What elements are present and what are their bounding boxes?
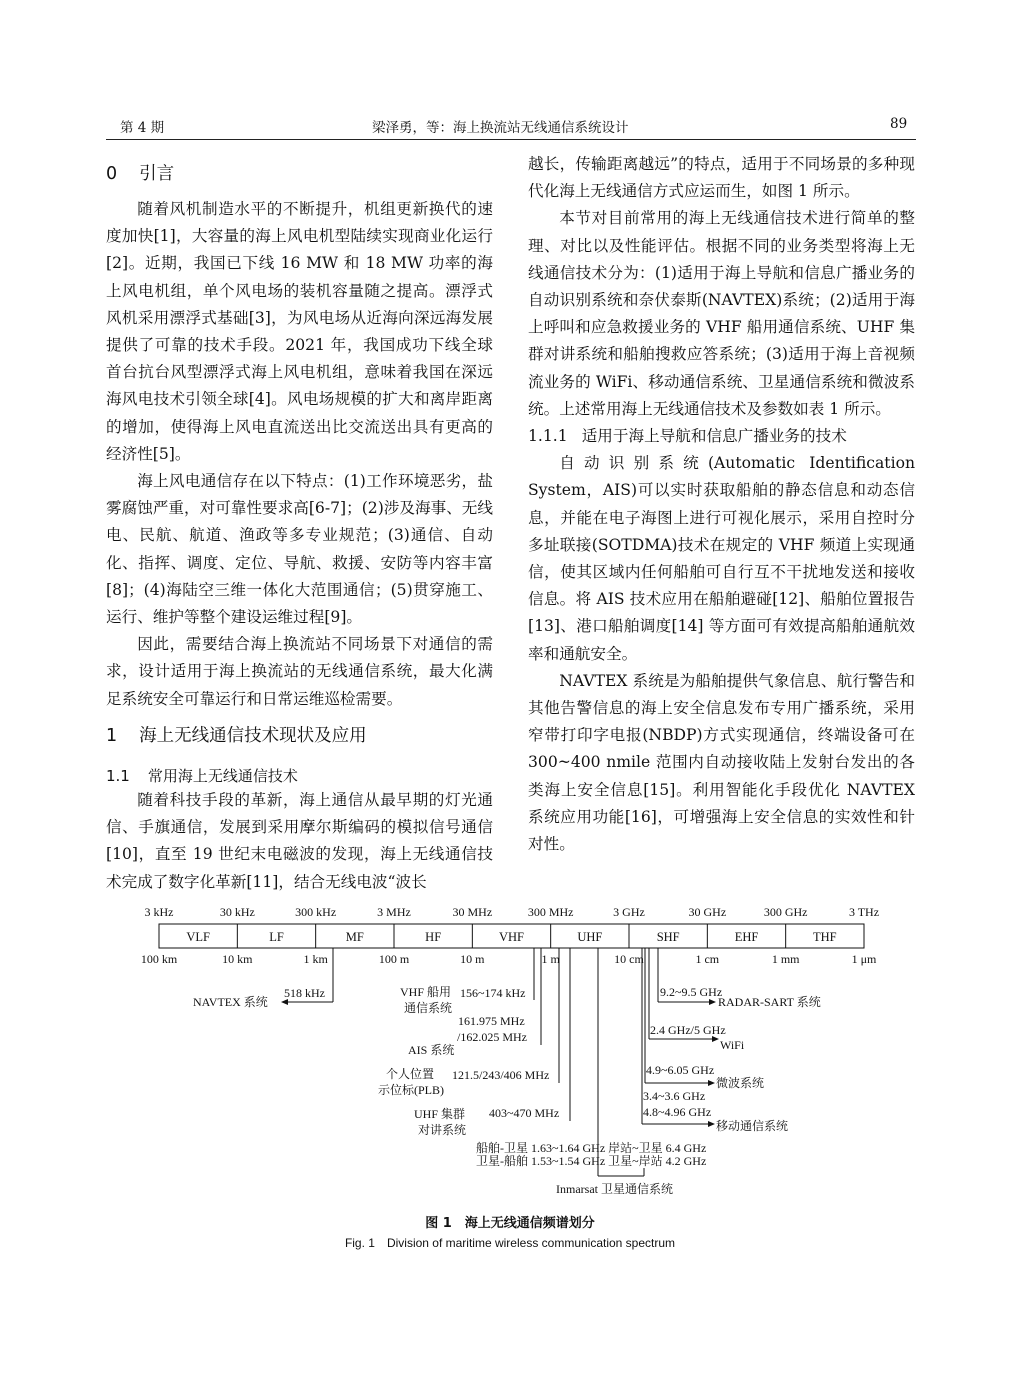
plb-label-1: 个人位置 <box>386 1067 435 1081</box>
wavelength-tick-label: 10 km <box>222 952 253 966</box>
section-number: 0 <box>106 164 118 184</box>
figure-caption-en: Fig. 1 Division of maritime wireless communication spectrum <box>344 1236 676 1250</box>
band-label: SHF <box>656 930 680 944</box>
frequency-tick-label: 30 kHz <box>219 905 255 919</box>
wavelength-scale <box>141 952 877 966</box>
section-number: 1.1 <box>106 767 130 785</box>
paragraph: 自动识别系统(Automatic Identification System，AIS)可以实时获取船舶的静态信息和动态信息，并能在电子海图上进行可视化展示，采用自控时分多址联接(SOTDMA)技术在规定的 VHF 频道上实现通信，使其区域内任何船舶可自行互不干扰地发送和接收信息。将 AIS 技术应用在船舶避碰[12]、船舶位置报告[13]、港口船舶调度[14] 等方面可有效提高船舶通航效率和通航安全。 <box>528 454 915 663</box>
vhf-system-label-2: 通信系统 <box>404 1001 453 1015</box>
wavelength-tick-label: 1 m <box>541 952 560 966</box>
frequency-tick-label: 3 THz <box>848 905 880 919</box>
page-number: 89 <box>890 116 908 132</box>
frequency-tick-label: 3 GHz <box>613 905 645 919</box>
frequency-tick-label: 30 GHz <box>688 905 727 919</box>
section-title: 适用于海上导航和信息广播业务的技术 <box>581 427 847 446</box>
band-label: UHF <box>577 930 603 944</box>
band-label: VLF <box>186 930 210 944</box>
wavelength-tick-label: 1 cm <box>695 952 720 966</box>
section-number: 1 <box>106 726 118 746</box>
band-label: HF <box>425 930 442 944</box>
figure-caption-cn: 图 1 海上无线通信频谱划分 <box>425 1216 595 1231</box>
ais-freq-label-2: /162.025 MHz <box>457 1030 527 1044</box>
wifi-system-label: WiFi <box>720 1038 745 1052</box>
wavelength-tick-label: 10 cm <box>614 952 644 966</box>
frequency-tick-label: 3 MHz <box>377 905 411 919</box>
issue-label: 第 4 期 <box>120 120 165 136</box>
radar-system-label: RADAR-SART 系统 <box>718 995 821 1009</box>
annotation-labels <box>193 985 821 1196</box>
section-title: 海上无线通信技术现状及应用 <box>139 726 367 746</box>
microwave-freq-label-2: 3.4~3.6 GHz <box>643 1089 706 1103</box>
microwave-system-label: 微波系统 <box>716 1076 765 1090</box>
band-label: EHF <box>734 930 759 944</box>
frequency-tick-label: 3 kHz <box>144 905 174 919</box>
paragraph: 因此，需要结合海上换流站不同场景下对通信的需求，设计适用于海上换流站的无线通信系统，最大化满足系统安全可靠运行和日常运维巡检需要。 <box>106 635 493 708</box>
wavelength-tick-label: 1 km <box>303 952 328 966</box>
section-number: 1.1.1 <box>528 427 568 446</box>
band-label: LF <box>269 930 284 944</box>
wavelength-tick-label: 1 μm <box>851 952 877 966</box>
ais-freq-label-1: 161.975 MHz <box>458 1014 525 1028</box>
paragraph: 本节对目前常用的海上无线通信技术进行简单的整理、对比以及性能评估。根据不同的业务类型将海上无线通信技术分为：(1)适用于海上导航和信息广播业务的自动识别系统和奈伏泰斯(NAVTEX)系统；(2)适用于海上呼叫和应急救援业务的 VHF 船用通信系统、UHF 集群对讲系统和船舶搜救应答系统；(3)适用于海上音视频流业务的 WiFi、移动通信系统、卫星通信系统和微波系统。上述常用海上无线通信技术及参数如表 1 所示。 <box>528 209 915 418</box>
band-label: MF <box>345 930 364 944</box>
uhf-label-1: UHF 集群 <box>414 1107 466 1121</box>
band-label: VHF <box>498 930 525 944</box>
frequency-tick-label: 300 MHz <box>527 905 574 919</box>
plb-label-2: 示位标(PLB) <box>378 1083 445 1097</box>
paragraph: 随着风机制造水平的不断提升，机组更新换代的速度加快[1]，大容量的海上风电机型陆续实现商业化运行[2]。近期，我国已下线 16 MW 和 18 MW 功率的海上风电机组，单个风电场的装机容量随之提高。漂浮式风机采用漂浮式基础[3]，为风电场从近海向深远海发展提供了可靠的技术手段。2021 年，我国成功下线全球首台抗台风型漂浮式海上风电机组，意味着我国在深远海风电技术引领全球[4]。风电场规模的扩大和离岸距离的增加，使得海上风电直流送出比交流送出具有更高的经济性[5]。 <box>106 200 493 463</box>
frequency-tick-label: 300 kHz <box>295 905 337 919</box>
paragraph: NAVTEX 系统是为船舶提供气象信息、航行警告和其他告警信息的海上安全信息发布专用广播系统，采用窄带打印字电报(NBDP)方式实现通信，终端设备可在 300~400 nmile 范围内自动接收陆上发射台发出的各类海上安全信息[15]。利用智能化手段优化 NAVTEX 系统应用功能[16]，可增强海上安全信息的实效性和针对性。 <box>528 671 915 854</box>
mobile-system-label: 移动通信系统 <box>716 1119 789 1133</box>
inmarsat-system-label: Inmarsat 卫星通信系统 <box>556 1182 673 1196</box>
frequency-tick-label: 30 MHz <box>452 905 493 919</box>
running-title: 梁泽勇，等：海上换流站无线通信系统设计 <box>372 120 629 136</box>
inmarsat-freq-label-2: 卫星-船舶 1.53~1.54 GHz 卫星~岸站 4.2 GHz <box>476 1154 707 1168</box>
wavelength-tick-label: 10 m <box>460 952 485 966</box>
wavelength-tick-label: 1 mm <box>771 952 800 966</box>
inmarsat-freq-label-1: 船舶-卫星 1.63~1.64 GHz 岸站~卫星 6.4 GHz <box>476 1141 707 1155</box>
paragraph: 随着科技手段的革新，海上通信从最早期的灯光通信、手旗通信，发展到采用摩尔斯编码的模拟信号通信[10]，直至 19 世纪末电磁波的发现，海上无线通信技术完成了数字化革新[11]，结合无线电波“波长 <box>106 791 493 891</box>
navtex-system-label: NAVTEX 系统 <box>193 995 268 1009</box>
mobile-freq-label: 4.8~4.96 GHz <box>643 1105 712 1119</box>
wifi-freq-label: 2.4 GHz/5 GHz <box>650 1023 726 1037</box>
plb-freq-label: 121.5/243/406 MHz <box>452 1068 550 1082</box>
section-title: 引言 <box>139 164 175 184</box>
frequency-tick-label: 300 GHz <box>763 905 808 919</box>
frequency-scale <box>145 905 880 919</box>
uhf-label-2: 对讲系统 <box>418 1123 467 1137</box>
section-title: 常用海上无线通信技术 <box>147 767 298 785</box>
navtex-freq-label: 518 kHz <box>284 986 325 1000</box>
vhf-freq-label: 156~174 kHz <box>460 986 526 1000</box>
band-label: THF <box>813 930 837 944</box>
microwave-freq-label-1: 4.9~6.05 GHz <box>646 1063 715 1077</box>
radar-freq-label: 9.2~9.5 GHz <box>660 985 723 999</box>
paragraph: 越长，传输距离越远”的特点，适用于不同场景的多种现代化海上无线通信方式应运而生，如图 1 所示。 <box>528 155 915 201</box>
wavelength-tick-label: 100 km <box>140 952 178 966</box>
paragraph: 海上风电通信存在以下特点：(1)工作环境恶劣，盐雾腐蚀严重，对可靠性要求高[6-7]；(2)涉及海事、无线电、民航、航道、渔政等多专业规范；(3)通信、自动化、指挥、调度、定位、导航、救援、安防等内容丰富[8]；(4)海陆空三维一体化大范围通信；(5)贯穿施工、运行、维护等整个建设运维过程[9]。 <box>106 472 493 627</box>
band-bar <box>159 924 864 948</box>
vhf-system-label-1: VHF 船用 <box>400 985 452 999</box>
wavelength-tick-label: 100 m <box>378 952 410 966</box>
ais-system-label: AIS 系统 <box>408 1043 455 1057</box>
uhf-freq-label: 403~470 MHz <box>489 1106 560 1120</box>
